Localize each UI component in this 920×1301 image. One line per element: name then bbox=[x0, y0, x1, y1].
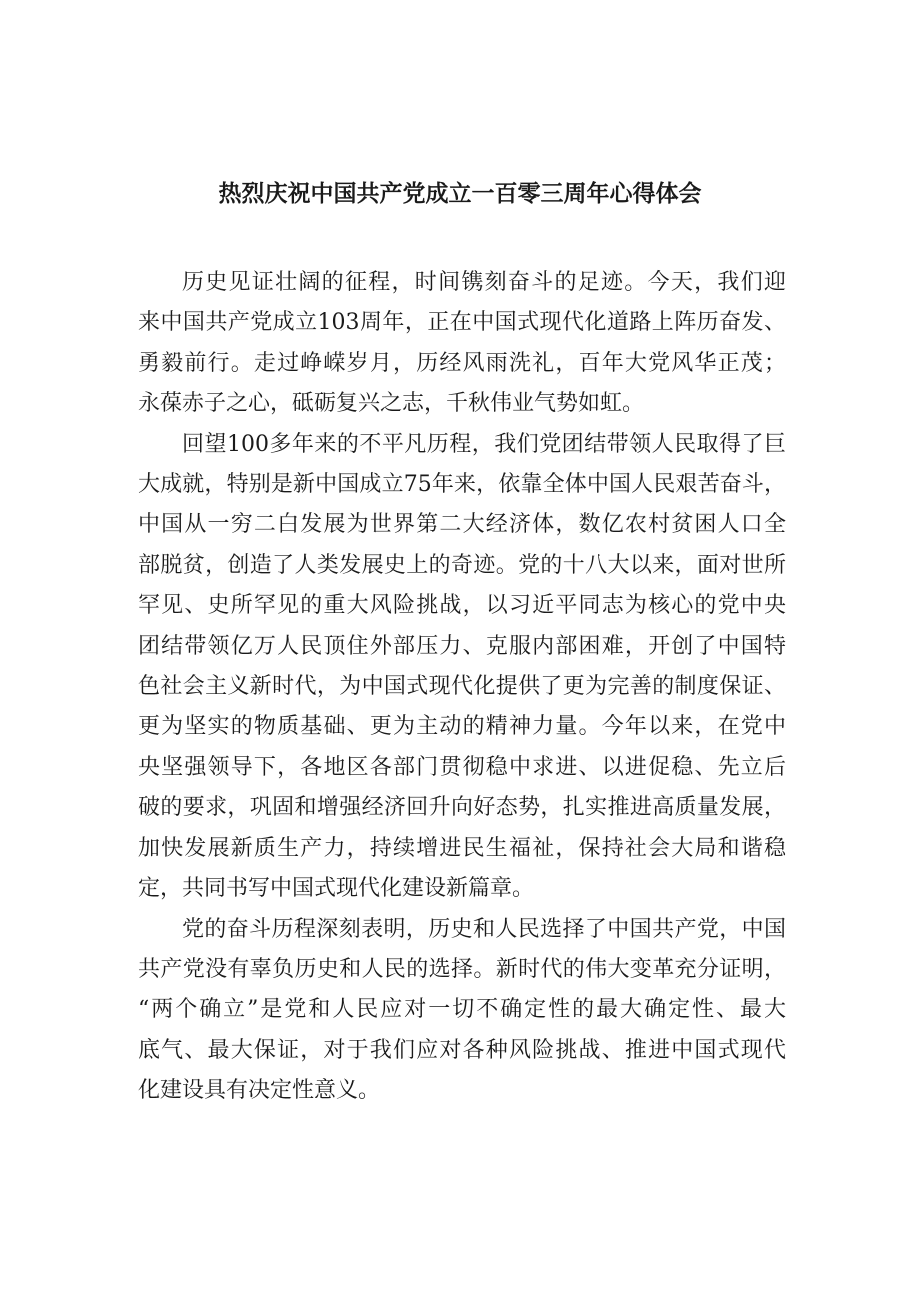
paragraph-line: 央坚强领导下，各地区各部门贯彻稳中求进、以进促稳、先立后 bbox=[138, 754, 786, 780]
paragraph-line: 破的要求，巩固和增强经济回升向好态势，扎实推进高质量发展， bbox=[138, 795, 786, 821]
paragraph-line: “两个确立”是党和人民应对一切不确定性的最大确定性、最大 bbox=[138, 997, 786, 1023]
paragraph-line: 大成就，特别是新中国成立75年来，依靠全体中国人民艰苦奋斗， bbox=[138, 472, 786, 498]
paragraph-line: 来中国共产党成立103周年，正在中国式现代化道路上阵历奋发、 bbox=[138, 310, 786, 336]
paragraph-line: 化建设具有决定性意义。 bbox=[138, 1078, 381, 1104]
paragraph-line: 历史见证壮阔的征程，时间镌刻奋斗的足迹。今天，我们迎 bbox=[182, 270, 786, 295]
document-body bbox=[138, 263, 786, 1112]
paragraph-line: 罕见、史所罕见的重大风险挑战，以习近平同志为核心的党中央 bbox=[138, 593, 786, 619]
paragraph-line: 党的奋斗历程深刻表明，历史和人民选择了中国共产党，中国 bbox=[182, 916, 786, 942]
paragraph-line: 色社会主义新时代，为中国式现代化提供了更为完善的制度保证、 bbox=[138, 674, 786, 700]
document-title: 热烈庆祝中国共产党成立一百零三周年心得体会 bbox=[218, 181, 702, 207]
paragraph-line: 更为坚实的物质基础、更为主动的精神力量。今年以来，在党中 bbox=[138, 714, 786, 740]
paragraph-line: 底气、最大保证，对于我们应对各种风险挑战、推进中国式现代 bbox=[138, 1037, 786, 1063]
paragraph-line: 勇毅前行。走过峥嵘岁月，历经风雨洗礼，百年大党风华正茂； bbox=[138, 350, 786, 376]
paragraph-line: 团结带领亿万人民顶住外部压力、克服内部困难，开创了中国特 bbox=[138, 633, 786, 659]
paragraph-line: 中国从一穷二白发展为世界第二大经济体，数亿农村贫困人口全 bbox=[138, 512, 786, 538]
paragraph-3 bbox=[138, 910, 786, 1112]
paragraph-1 bbox=[138, 263, 786, 425]
paragraph-2 bbox=[138, 425, 786, 910]
paragraph-line: 加快发展新质生产力，持续增进民生福祉，保持社会大局和谐稳 bbox=[138, 835, 786, 861]
paragraph-line: 永葆赤子之心，砥砺复兴之志，千秋伟业气势如虹。 bbox=[138, 391, 645, 417]
paragraph-line: 回望100多年来的不平凡历程，我们党团结带领人民取得了巨 bbox=[182, 431, 786, 457]
paragraph-line: 共产党没有辜负历史和人民的选择。新时代的伟大变革充分证明， bbox=[138, 956, 786, 982]
paragraph-line: 定，共同书写中国式现代化建设新篇章。 bbox=[138, 876, 535, 902]
paragraph-line: 部脱贫，创造了人类发展史上的奇迹。党的十八大以来，面对世所 bbox=[138, 552, 786, 578]
